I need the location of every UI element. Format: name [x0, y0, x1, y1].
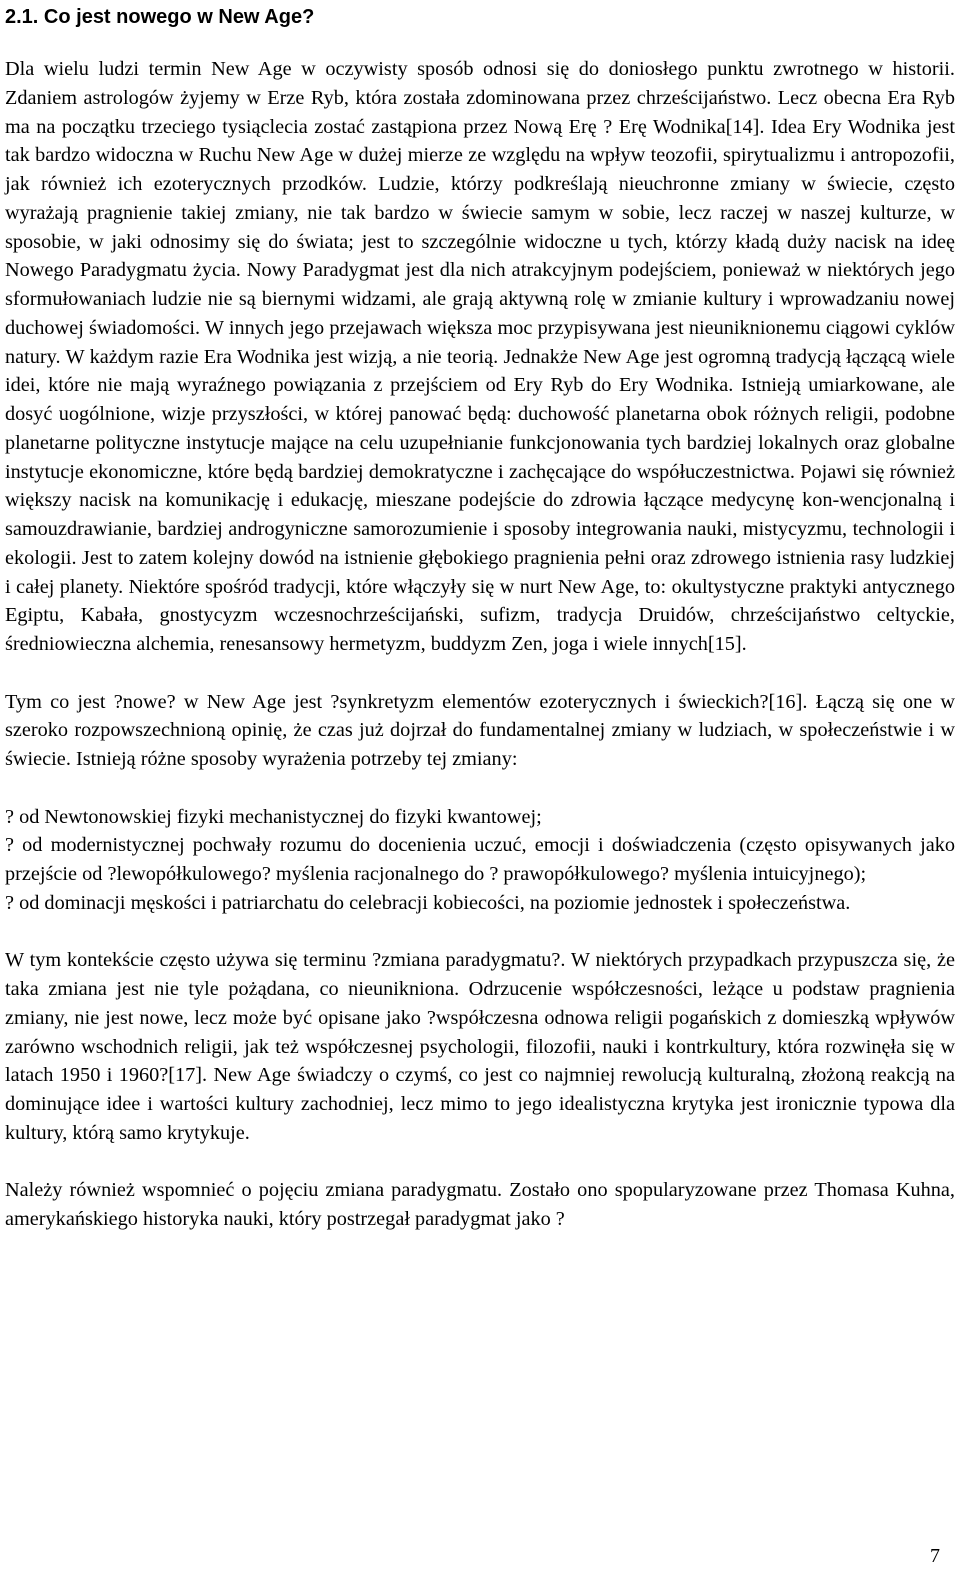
- page-number: 7: [930, 1545, 940, 1567]
- list-item: ? od dominacji męskości i patriarchatu do celebracji kobiecości, na poziomie jednostek i społeczeństwa.: [5, 891, 851, 914]
- section-heading: 2.1. Co jest nowego w New Age?: [5, 6, 315, 28]
- list-item: ? od Newtonowskiej fizyki mechanistycznej do fizyki kwantowej;: [5, 805, 542, 828]
- list-item: ? od modernistycznej pochwały rozumu do docenienia uczuć, emocji i doświadczenia (często opisywanych jako przejście od ?lewopółkulowego? myślenia racjonalnego do ? prawopółkulowego? myślenia intuicyjnego);: [5, 834, 955, 885]
- change-ways-list: [5, 803, 955, 918]
- paragraph-new-age-era: Dla wielu ludzi termin New Age w oczywisty sposób odnosi się do doniosłego punktu zwrotnego w historii. Zdaniem astrologów żyjemy w Erze Ryb, która została zdominowana przez chrześcijaństwo. Lecz obecna Era Ryb ma na początku trzeciego tysiąclecia zostać zastąpiona przez Nową Erę ? Erę Wodnika[14]. Idea Ery Wodnika jest tak bardzo widoczna w Ruchu New Age w dużej mierze ze względu na wpływ teozofii, spirytualizmu i antropozofii, jak również ich ezoterycznych przodków. Ludzie, którzy podkreślają nieuchronne zmiany w świecie, często wyrażają pragnienie takiej zmiany, nie tak bardzo w świecie samym w sobie, lecz raczej w naszej kulturze, w sposobie, w jaki odnosimy się do świata; jest to szczególnie widoczne u tych, którzy kładą duży nacisk na ideę Nowego Paradygmatu życia. Nowy Paradygmat jest dla nich atrakcyjnym podejściem, ponieważ w niektórych jego sformułowaniach ludzie nie są biernymi widzami, ale grają aktywną rolę w zmianie kultury i wprowadzaniu nowej duchowej świadomości. W innych jego przejawach większa moc przypisywana jest nieuniknionemu ciągowi cyklów natury. W każdym razie Era Wodnika jest wizją, a nie teorią. Jednakże New Age jest ogromną tradycją łączącą wiele idei, które nie mają wyraźnego powiązania z przejściem od Ery Ryb do Ery Wodnika. Istnieją umiarkowane, ale dosyć uogólnione, wizje przyszłości, w której panować będą: duchowość planetarna obok różnych religii, podobne planetarne polityczne instytucje mające na celu uzupełnianie funkcjonowania tych bardziej lokalnych oraz globalne instytucje ekonomiczne, które będą bardziej demokratyczne i zachęcające do współuczestnictwa. Pojawi się również większy nacisk na komunikację i edukację, mieszane podejście do zdrowia łączące medycynę kon-wencjonalną i samouzdrawianie, bardziej androgyniczne samorozumienie i sposoby integrowania nauki, mistycyzmu, technologii i ekologii. Jest to zatem kolejny dowód na istnienie głębokiego pragnienia pełni oraz zdrowego istnienia rasy ludzkiej i całej planety. Niektóre spośród tradycji, które włączyły się w nurt New Age, to: okultystyczne praktyki antycznego Egiptu, Kabała, gnostycyzm wczesnochrześcijański, sufizm, tradycja Druidów, chrześcijaństwo celtyckie, średniowieczna alchemia, renesansowy hermetyzm, buddyzm Zen, joga i wiele innych[15].: [5, 58, 955, 655]
- paragraph-paradigm-change: W tym kontekście często używa się terminu ?zmiana paradygmatu?. W niektórych przypadkach przypuszcza się, że taka zmiana jest nie tyle pożądana, co nieunikniona. Odrzucenie współczesności, leżące u podstaw pragnienia zmiany, nie jest nowe, lecz może być opisane jako ?współczesna odnowa religii pogańskich z domieszką wpływów zarówno wschodnich religii, jak też współczesnej psychologii, filozofii, nauki i kontrkultury, która rozwinęła się w latach 1950 i 1960?[17]. New Age świadczy o czymś, co jest co najmniej rewolucją kulturalną, złożoną reakcją na dominujące idee i wartości kultury zachodniej, lecz mimo to jego idealistyczna krytyka jest ironicznie typowa dla kultury, którą samo krytykuje.: [5, 949, 955, 1144]
- document-page: [5, 0, 955, 1234]
- paragraph-kuhn: Należy również wspomnieć o pojęciu zmiana paradygmatu. Zostało ono spopularyzowane przez Thomasa Kuhna, amerykańskiego historyka nauki, który postrzegał paradygmat jako ?: [5, 1179, 955, 1230]
- paragraph-syncretism: Tym co jest ?nowe? w New Age jest ?synkretyzm elementów ezoterycznych i świeckich?[16]. Łączą się one w szeroko rozpowszechnioną opinię, że czas już dojrzał do fundamentalnej zmiany w ludziach, w społeczeństwie i w świecie. Istnieją różne sposoby wyrażenia potrzeby tej zmiany:: [5, 690, 955, 770]
